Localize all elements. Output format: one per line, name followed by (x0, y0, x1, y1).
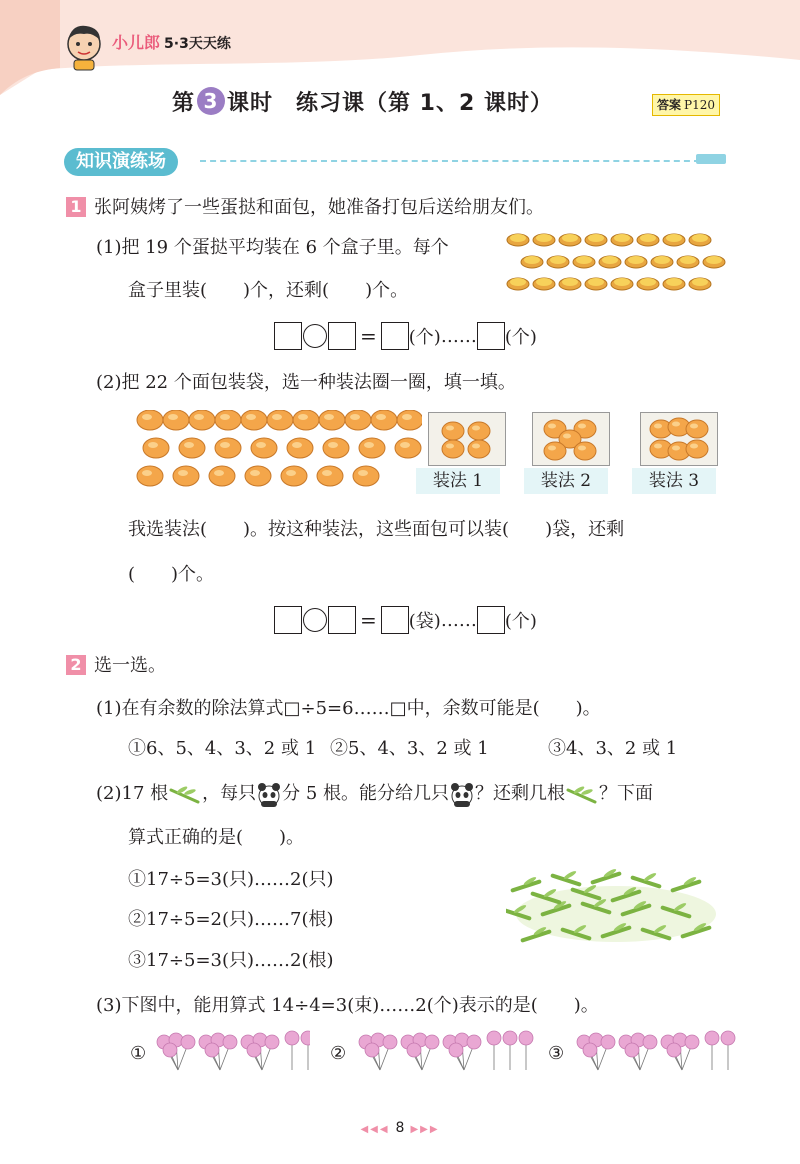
q2-p2-seg-e: ？下面 (599, 783, 654, 804)
q2-number: 2 (66, 655, 86, 675)
operator-circle[interactable] (303, 324, 327, 348)
bun (267, 410, 293, 430)
balloons-option-3 (570, 1030, 736, 1074)
bun (395, 438, 421, 458)
bun (686, 420, 708, 438)
q1-p2-equation: = (袋) …… (个) (274, 606, 537, 634)
bun (143, 438, 169, 458)
egg-tart (625, 256, 647, 268)
egg-tart (533, 278, 555, 290)
q2-p2-seg-a: (2)17 根 (96, 783, 169, 804)
q1-p1-line1: (1)把 19 个蛋挞平均装在 6 个盒子里。每个 (96, 237, 449, 258)
bamboo-stick (513, 876, 540, 891)
balloon-bunch (401, 1033, 439, 1070)
page-title (172, 86, 553, 117)
egg-tart (573, 256, 595, 268)
bun (319, 410, 345, 430)
bun (371, 410, 397, 430)
bun (397, 410, 422, 430)
q1-p1-equation: = (个) …… (个) (274, 322, 537, 350)
q2-p3-mark-3: ③ (548, 1043, 565, 1064)
egg-tart (611, 278, 633, 290)
brand-name: 小儿郎 (112, 33, 161, 52)
bun (137, 466, 163, 486)
pack-method-3-label: 装法 3 (632, 468, 716, 494)
egg-tart (637, 234, 659, 246)
q1-p1-line2: 盒子里装( )个，还剩( )个。 (128, 280, 409, 301)
bun (287, 438, 313, 458)
bun (209, 466, 235, 486)
mascot-icon (62, 22, 106, 72)
egg-tart (559, 234, 581, 246)
q2-p2-seg-d: ？还剩几根 (475, 783, 566, 804)
bamboo-stick (633, 872, 660, 887)
q2-p2-option-1: ①17÷5=3(只)……2(只) (128, 869, 334, 890)
blank-box[interactable] (328, 606, 356, 634)
egg-tart (637, 278, 659, 290)
bun (353, 466, 379, 486)
egg-tart (651, 256, 673, 268)
q2-p2-option-2: ②17÷5=2(只)……7(根) (128, 909, 334, 930)
blank-box[interactable] (381, 322, 409, 350)
q2-p1-option-3: ③4、3、2 或 1 (548, 738, 678, 759)
pack-tray-1 (428, 412, 506, 466)
balloon-bunch (443, 1033, 481, 1070)
balloon (301, 1031, 310, 1070)
lesson-prefix: 第 (172, 91, 196, 116)
egg-tart (677, 256, 699, 268)
q2-p2-line1 (96, 781, 653, 807)
section-divider (200, 160, 700, 162)
unit-label: (个) (504, 611, 537, 632)
egg-tart (507, 234, 529, 246)
answer-page: P120 (684, 98, 715, 112)
bun (245, 466, 271, 486)
left-arrows-icon: ◀◀◀ (360, 1124, 390, 1135)
bun (281, 466, 307, 486)
bamboo-pile-illustration (506, 866, 726, 950)
balloon-bunch (157, 1033, 195, 1070)
ellipsis: …… (440, 325, 477, 347)
balloons-option-1 (150, 1030, 310, 1074)
bun (574, 442, 596, 460)
q2-p2-seg-c: 分 5 根。能分给几只 (282, 783, 450, 804)
brand-series: 5·3天天练 (164, 36, 231, 52)
q2-p2-line2: 算式正确的是( )。 (128, 827, 305, 848)
egg-tart (663, 234, 685, 246)
unit-label: (个) (504, 327, 537, 348)
pack-tray-2 (532, 412, 610, 466)
blank-box[interactable] (477, 606, 505, 634)
bun (345, 410, 371, 430)
bamboo-stick (673, 876, 700, 891)
bun (163, 410, 189, 430)
bun (359, 438, 385, 458)
unit-label: (个) (408, 327, 441, 348)
buns-illustration (126, 410, 422, 500)
bun (468, 422, 490, 440)
bun (323, 438, 349, 458)
page-footer (0, 1120, 800, 1136)
bun (137, 410, 163, 430)
egg-tart (689, 278, 711, 290)
egg-tart (611, 234, 633, 246)
balloon-bunch (241, 1033, 279, 1070)
bun (179, 438, 205, 458)
egg-tart (559, 278, 581, 290)
lesson-suffix: 课时 练习课（第 1、2 课时） (227, 91, 553, 116)
unit-label: (袋) (408, 611, 441, 632)
panda-icon (256, 781, 282, 807)
bun (544, 442, 566, 460)
blank-box[interactable] (274, 322, 302, 350)
q2-p3: (3)下图中，能用算式 14÷4=3(束)……2(个)表示的是( )。 (96, 995, 599, 1016)
balloon-bunch (577, 1033, 615, 1070)
answer-label: 答案 (657, 98, 682, 112)
egg-tart (585, 278, 607, 290)
section-title: 知识演练场 (64, 148, 178, 176)
bun (241, 410, 267, 430)
q1-p2-line1: (2)把 22 个面包装袋，选一种装法圈一圈，填一填。 (96, 372, 516, 393)
blank-box[interactable] (274, 606, 302, 634)
right-arrows-icon: ▶▶▶ (410, 1124, 440, 1135)
q1-p2-line2: 我选装法( )。按这种装法，这些面包可以装( )袋，还剩 (128, 519, 625, 540)
bun (317, 466, 343, 486)
q2-p3-mark-1: ① (130, 1043, 147, 1064)
bun (215, 410, 241, 430)
panda-icon (449, 781, 475, 807)
egg-tart (663, 278, 685, 290)
operator-circle[interactable] (303, 608, 327, 632)
q1-p2-line3: ( )个。 (128, 564, 215, 585)
bamboo-icon (168, 782, 202, 806)
bamboo-stick (553, 870, 580, 885)
pack-method-2-label: 装法 2 (524, 468, 608, 494)
q1-number: 1 (66, 197, 86, 217)
balloon (503, 1031, 517, 1070)
balloon (721, 1031, 735, 1070)
egg-tart (689, 234, 711, 246)
pack-tray-3 (640, 412, 718, 466)
blank-box[interactable] (381, 606, 409, 634)
bun (251, 438, 277, 458)
lesson-number-badge: 3 (197, 87, 225, 115)
egg-tarts-illustration (506, 230, 726, 296)
balloon (705, 1031, 719, 1070)
bun (442, 440, 464, 458)
q2-p2-seg-b: ，每只 (202, 783, 257, 804)
egg-tart (585, 234, 607, 246)
bun (442, 422, 464, 440)
q2-text: 选一选。 (94, 655, 166, 676)
q2-stem (66, 654, 166, 678)
q2-p1: (1)在有余数的除法算式□÷5=6……□中，余数可能是( )。 (96, 698, 601, 719)
balloons-option-2 (352, 1030, 538, 1074)
balloon-bunch (619, 1033, 657, 1070)
q2-p3-mark-2: ② (330, 1043, 347, 1064)
bun (173, 466, 199, 486)
blank-box[interactable] (328, 322, 356, 350)
bun (215, 438, 241, 458)
balloon (285, 1031, 299, 1070)
egg-tart (547, 256, 569, 268)
balloon-bunch (661, 1033, 699, 1070)
pencil-icon (696, 154, 726, 164)
answer-page-tag (652, 94, 720, 116)
brand-title (112, 30, 231, 53)
pack-method-1-label: 装法 1 (416, 468, 500, 494)
balloon (519, 1031, 533, 1070)
bun (686, 440, 708, 458)
q2-p2-option-3: ③17÷5=3(只)……2(根) (128, 950, 334, 971)
egg-tart (521, 256, 543, 268)
q2-p1-option-1: ①6、5、4、3、2 或 1 (128, 738, 317, 759)
blank-box[interactable] (477, 322, 505, 350)
bun (293, 410, 319, 430)
bamboo-icon (565, 782, 599, 806)
egg-tart (703, 256, 725, 268)
bun (468, 440, 490, 458)
egg-tart (533, 234, 555, 246)
balloon-bunch (359, 1033, 397, 1070)
balloon-bunch (199, 1033, 237, 1070)
egg-tart (599, 256, 621, 268)
q1-text: 张阿姨烤了一些蛋挞和面包，她准备打包后送给朋友们。 (94, 197, 544, 218)
q1-stem (66, 196, 544, 220)
ellipsis: …… (440, 609, 477, 631)
bamboo-stick (593, 868, 620, 883)
page-number: 8 (395, 1120, 405, 1136)
bun (189, 410, 215, 430)
q2-p1-option-2: ②5、4、3、2 或 1 (330, 738, 489, 759)
balloon (487, 1031, 501, 1070)
egg-tart (507, 278, 529, 290)
